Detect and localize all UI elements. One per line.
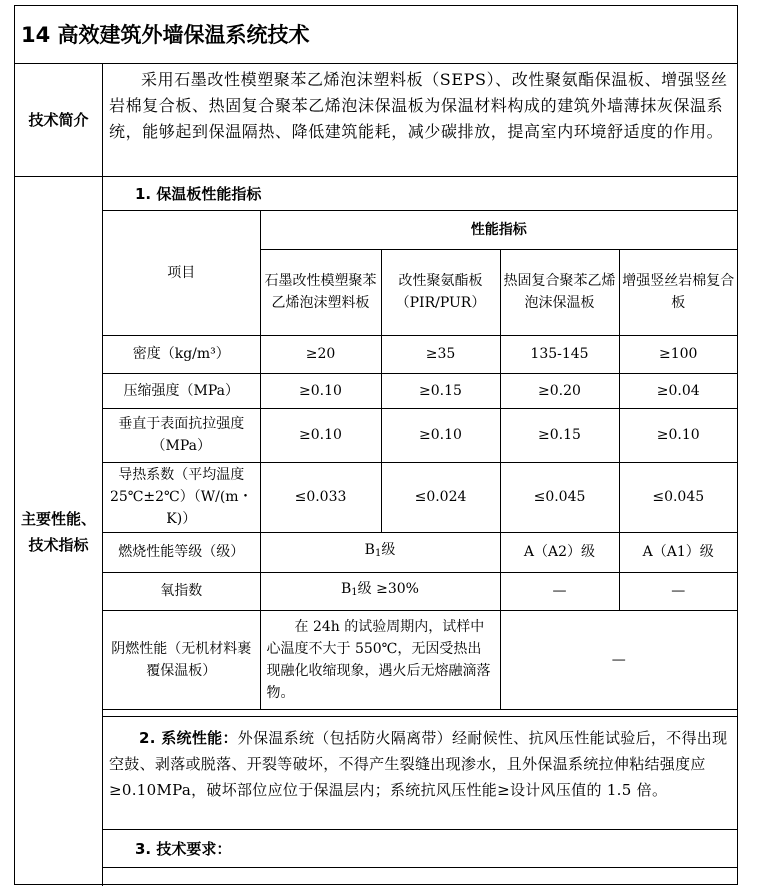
fire-b1-cell: $B_1$级	[260, 532, 500, 572]
intro-label: 技术简介	[15, 64, 103, 177]
row-label: 导热系数（平均温度 25℃±2℃）（W/(m・K)）	[103, 462, 260, 532]
row-label: 阴燃性能（无机材料裹覆保温板）	[103, 610, 260, 709]
table-cell: 135-145	[500, 335, 619, 373]
table-cell: ≥0.04	[619, 373, 737, 408]
row-label: 垂直于表面抗拉强度 （MPa）	[103, 408, 260, 462]
item-header: 项目	[103, 211, 260, 335]
row-label: 密度（kg/m³）	[103, 335, 260, 373]
section2-text: 外保温系统（包括防火隔离带）经耐候性、抗风压性能试验后，不得出现空鼓、剥落或脱落、开裂等破坏，不得产生裂缝出现渗水，且外保温系统拉伸粘结强度应≥0.10MPa，破坏部位应位于保温层内；系统抗风压性能≥设计风压值的 1.5 倍。	[109, 729, 728, 799]
main-label	[15, 177, 103, 886]
section3-heading: 3. 技术要求：	[103, 830, 737, 868]
table-cell: A（A1）级	[619, 532, 737, 572]
row-label: 压缩强度（MPa）	[103, 373, 260, 408]
table-cell: ≤0.024	[381, 462, 500, 532]
col-header: 改性聚氨酯板（PIR/PUR）	[381, 249, 500, 335]
table-cell: ≤0.033	[260, 462, 381, 532]
perf-header: 性能指标	[260, 211, 737, 249]
section1-heading: 1. 保温板性能指标	[103, 177, 737, 211]
oxygen-b1-cell: $B_1$级 ≥30%	[260, 572, 500, 610]
table-cell: ≥0.10	[260, 373, 381, 408]
col-header: 石墨改性模塑聚苯乙烯泡沫塑料板	[260, 249, 381, 335]
table-cell: ≥0.20	[500, 373, 619, 408]
table-cell: ≥20	[260, 335, 381, 373]
table-cell: ≥0.10	[619, 408, 737, 462]
document-sheet	[14, 5, 738, 885]
table-cell: —	[619, 572, 737, 610]
row-label: 氧指数	[103, 572, 260, 610]
table-cell: ≥100	[619, 335, 737, 373]
table-cell: A（A2）级	[500, 532, 619, 572]
table-cell: ≥35	[381, 335, 500, 373]
table-cell: ≥0.15	[500, 408, 619, 462]
performance-table	[103, 211, 737, 710]
section2	[103, 716, 737, 830]
table-cell: ≥0.10	[260, 408, 381, 462]
table-cell: ≥0.10	[381, 408, 500, 462]
table-cell: —	[500, 572, 619, 610]
row-label: 燃烧性能等级（级）	[103, 532, 260, 572]
intro-text: 采用石墨改性模塑聚苯乙烯泡沫塑料板（SEPS）、改性聚氨酯保温板、增强竖丝岩棉复合板、热固复合聚苯乙烯泡沫保温板为保温材料构成的建筑外墙薄抹灰保温系统，能够起到保温隔热、降低建筑能耗，减少碳排放，提高室内环境舒适度的作用。	[103, 64, 737, 177]
table-cell: ≥0.15	[381, 373, 500, 408]
section2-heading: 2. 系统性能：	[139, 729, 238, 747]
table-cell: ≤0.045	[500, 462, 619, 532]
col-header: 增强竖丝岩棉复合板	[619, 249, 737, 335]
page-title: 14 高效建筑外墙保温系统技术	[15, 6, 737, 64]
smoulder-text: 在 24h 的试验周期内，试样中心温度不大于 550℃，无因受热出现融化收缩现象，遇火后无熔融滴落物。	[260, 610, 500, 709]
col-header: 热固复合聚苯乙烯泡沫保温板	[500, 249, 619, 335]
main-label-text: 主要性能、技术指标	[20, 509, 96, 554]
table-cell: ≤0.045	[619, 462, 737, 532]
table-cell: —	[500, 610, 737, 709]
